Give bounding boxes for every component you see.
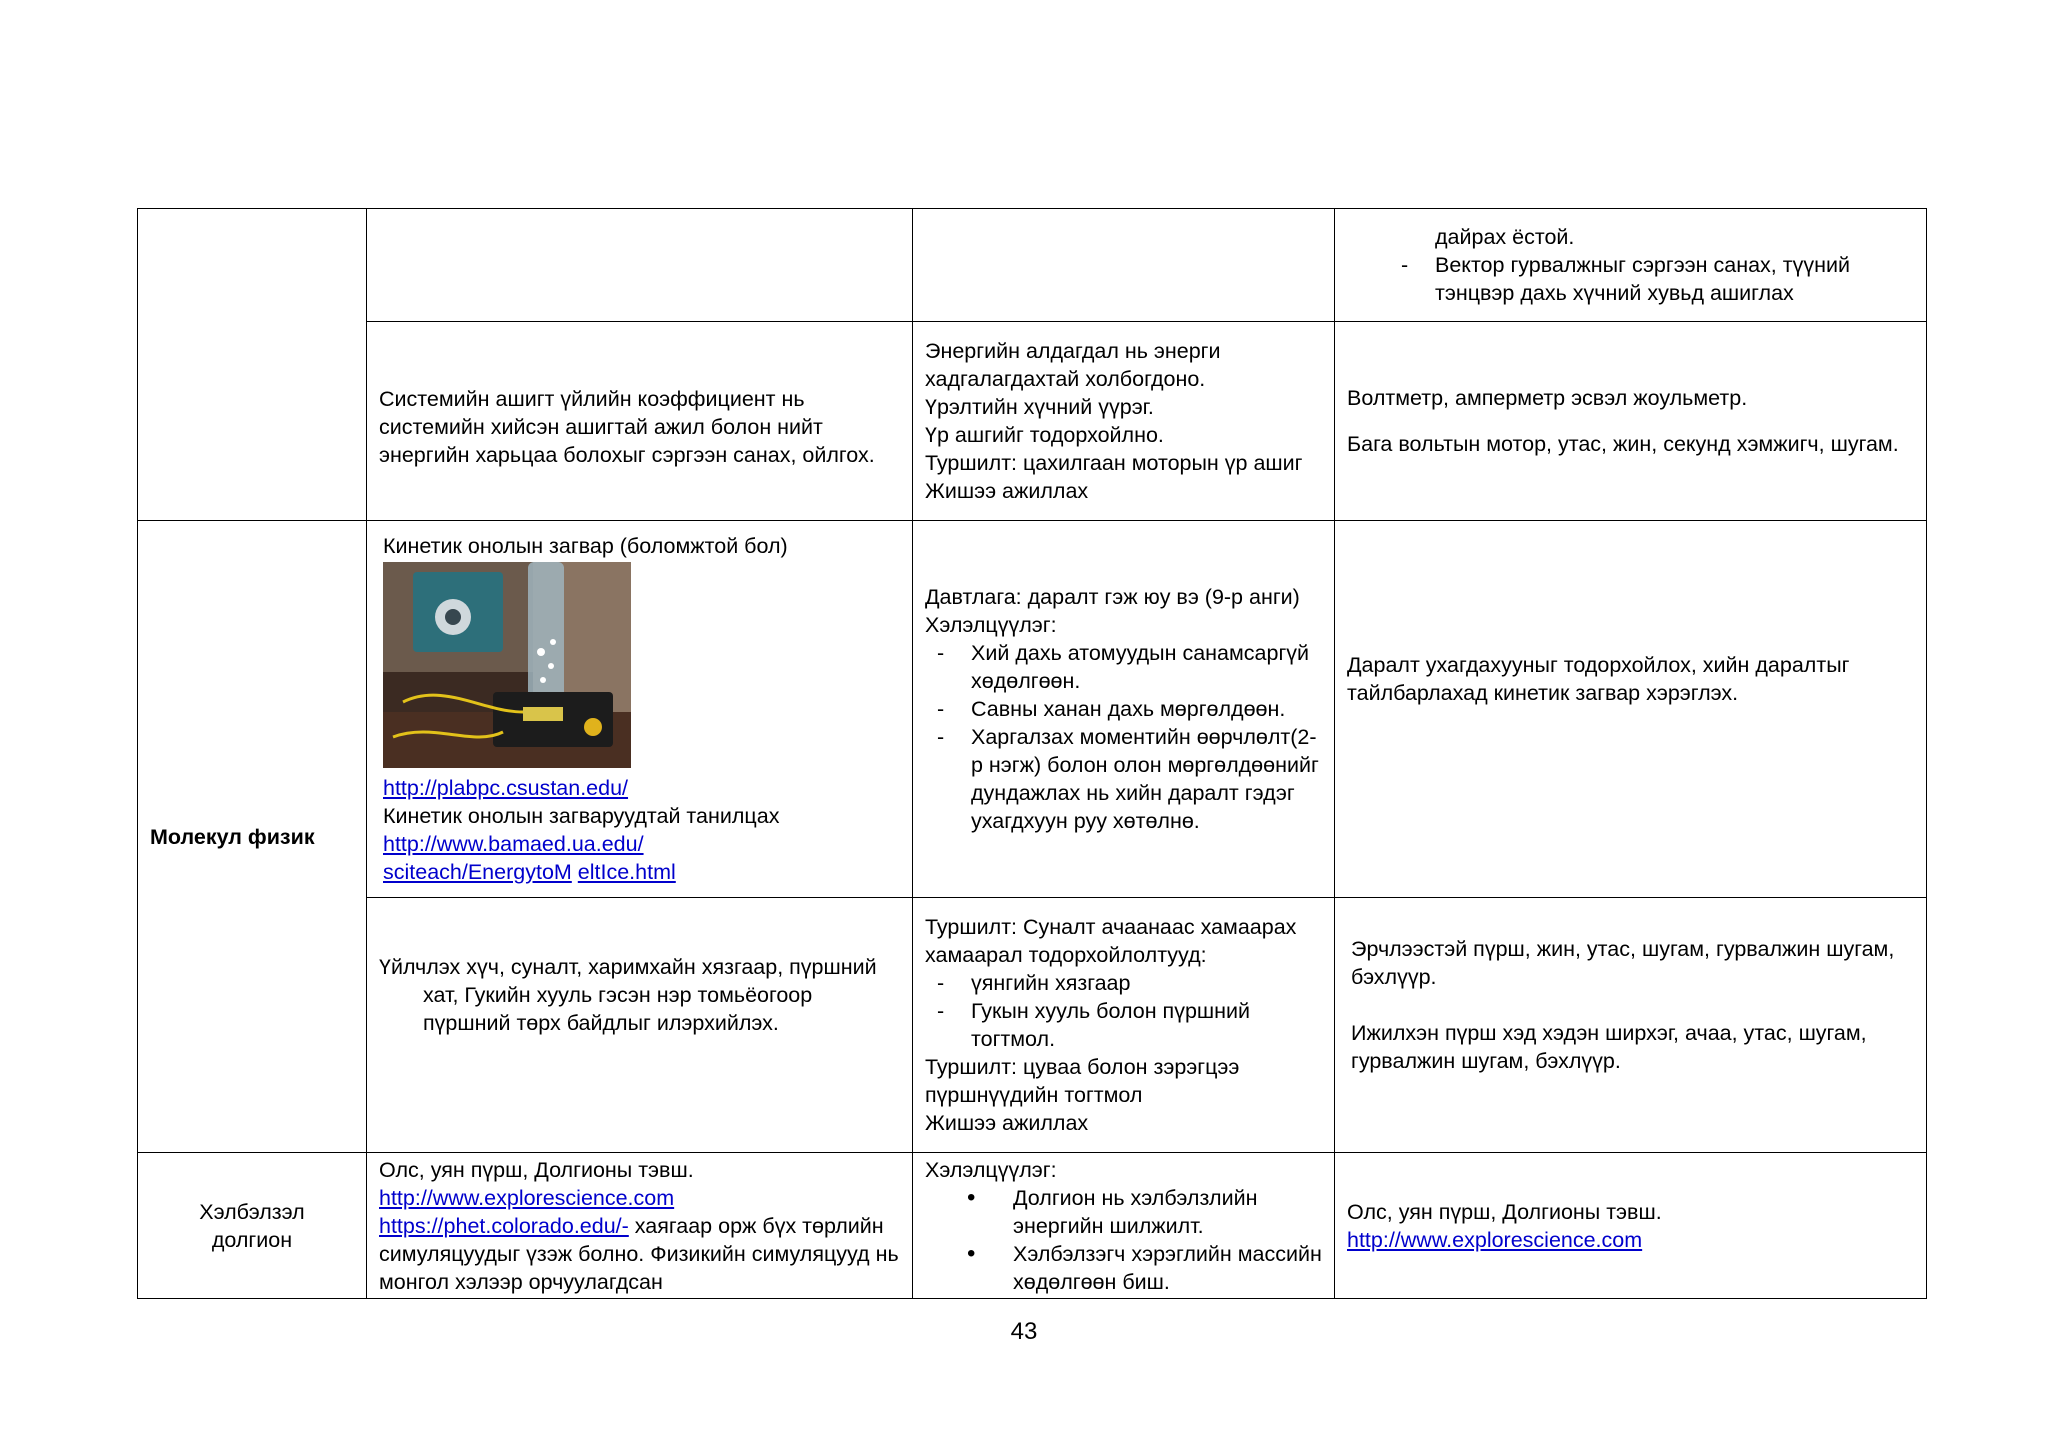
activity-line: Үрэлтийн хүчний үүрэг. bbox=[925, 395, 1154, 419]
kinetic-model-title: Кинетик онолын загвар (боломжтой бол) bbox=[383, 534, 788, 558]
page-number: 43 bbox=[1010, 1318, 1038, 1345]
link-eltice[interactable]: eltIce.html bbox=[577, 860, 676, 884]
list-item: • Долгион нь хэлбэлзлийн энергийн шилжилт. bbox=[925, 1184, 1322, 1240]
activity-line: Хэлэлцүүлэг: bbox=[925, 1157, 1057, 1182]
dash-list bbox=[925, 969, 1322, 1053]
activity-cell bbox=[913, 209, 1335, 322]
list-item: - Харгалзах моментийн өөрчлөлт(2-р нэгж) болон олон мөргөлдөөнийг дундажлах нь хийн даралт гэдэг ухагдхуун руу хөтөлнө. bbox=[925, 723, 1322, 835]
kinetic-intro-text: Кинетик онолын загваруудтай танилцах bbox=[383, 804, 780, 828]
dash-list bbox=[925, 639, 1322, 835]
activity-line: Жишээ ажиллах bbox=[925, 479, 1089, 503]
objective-cell bbox=[367, 322, 913, 521]
activity-line: Давтлага: даралт гэж юу вэ (9-р анги) bbox=[925, 585, 1300, 609]
activity-line: Туршилт: Суналт ачаанаас хамаарах хамаарал тодорхойлолтууд: bbox=[925, 915, 1297, 967]
topic-title: Хэлбэлзэл долгион bbox=[199, 1199, 305, 1252]
objective-text: Үйлчлэх хүч, суналт, харимхайн хязгаар, пүршний хат, Гукийн хууль гэсэн нэр томьёогоор пүршний төрх байдлыг илэрхийлэх. bbox=[379, 955, 877, 1035]
resource-cell bbox=[1335, 322, 1927, 521]
objective-cell bbox=[367, 1153, 913, 1299]
topic-cell-empty bbox=[138, 209, 367, 521]
table-row bbox=[138, 898, 1927, 1153]
objective-text: Системийн ашигт үйлийн коэффициент нь системийн хийсэн ашигтай ажил болон нийт энергийн харьцаа болохыг сэргээн санах, ойлгох. bbox=[379, 387, 875, 467]
link-plabpc[interactable]: http://plabpc.csustan.edu/ bbox=[383, 776, 629, 800]
resource-cell bbox=[1335, 209, 1927, 322]
activity-line: Үр ашгийг тодорхойлно. bbox=[925, 423, 1164, 447]
list-item: - Гукын хууль болон пүршний тогтмол. bbox=[925, 997, 1322, 1053]
topic-title: Молекул физик bbox=[150, 824, 315, 849]
kinetic-model-photo bbox=[383, 562, 631, 768]
activity-line: Энергийн алдагдал нь энерги хадгалагдахтай холбогдоно. bbox=[925, 339, 1221, 391]
topic-cell-oscillation-waves bbox=[138, 1153, 367, 1299]
link-explorescience-2[interactable]: http://www.explorescience.com bbox=[1347, 1227, 1643, 1252]
resource-text: Бага вольтын мотор, утас, жин, секунд хэмжигч, шугам. bbox=[1347, 432, 1899, 456]
list-item: - Савны ханан дахь мөргөлдөөн. bbox=[925, 695, 1322, 723]
topic-cell-molecular-physics bbox=[138, 521, 367, 1153]
activity-cell bbox=[913, 322, 1335, 521]
resource-text: Даралт ухагдахууныг тодорхойлох, хийн даралтыг тайлбарлахад кинетик загвар хэрэглэх. bbox=[1347, 653, 1850, 705]
activity-line: Жишээ ажиллах bbox=[925, 1111, 1089, 1135]
resource-cell bbox=[1335, 521, 1927, 898]
resource-cell bbox=[1335, 1153, 1927, 1299]
objective-cell bbox=[367, 521, 913, 898]
objective-cell bbox=[367, 898, 913, 1153]
bullet-list bbox=[925, 1184, 1322, 1296]
activity-cell bbox=[913, 1153, 1335, 1299]
phet-description: хаягаар орж бүх төрлийн симуляцуудыг үзэж болно. Физикийн симуляцууд нь монгол хэлээр орчуулагдсан bbox=[379, 1213, 899, 1294]
activity-line: Туршилт: цуваа болон зэрэгцээ пүршнүүдийн тогтмол bbox=[925, 1055, 1240, 1107]
table-row bbox=[138, 1153, 1927, 1299]
resource-text: Волтметр, амперметр эсвэл жоульметр. bbox=[1347, 386, 1748, 410]
table-row bbox=[138, 322, 1927, 521]
activity-line: Хэлэлцүүлэг: bbox=[925, 613, 1057, 637]
link-bamaed[interactable]: http://www.bamaed.ua.edu/ bbox=[383, 832, 644, 856]
objective-text: Олс, уян пүрш, Долгионы тэвш. bbox=[379, 1157, 694, 1182]
resource-cell bbox=[1335, 898, 1927, 1153]
resource-text: Эрчлээстэй пүрш, жин, утас, шугам, гурвалжин шугам, бэхлүүр. bbox=[1351, 937, 1895, 989]
link-explorescience[interactable]: http://www.explorescience.com bbox=[379, 1185, 675, 1210]
activity-cell bbox=[913, 521, 1335, 898]
curriculum-table bbox=[137, 208, 1927, 1299]
resource-text: Олс, уян пүрш, Долгионы тэвш. bbox=[1347, 1199, 1662, 1224]
list-item: • Хэлбэлзэгч хэрэглийн массийн хөдөлгөөн биш. bbox=[925, 1240, 1322, 1296]
dash-list bbox=[1389, 251, 1914, 307]
table-row bbox=[138, 521, 1927, 898]
continued-text: дайрах ёстой. bbox=[1435, 225, 1575, 249]
link-energytom[interactable]: sciteach/EnergytoM bbox=[383, 860, 572, 884]
table-row bbox=[138, 209, 1927, 322]
objective-cell bbox=[367, 209, 913, 322]
activity-cell bbox=[913, 898, 1335, 1153]
list-item: - үянгийн хязгаар bbox=[925, 969, 1322, 997]
activity-line: Туршилт: цахилгаан моторын үр ашиг bbox=[925, 451, 1303, 475]
list-item: - Хий дахь атомуудын санамсаргүй хөдөлгөөн. bbox=[925, 639, 1322, 695]
link-phet[interactable]: https://phet.colorado.edu/- bbox=[379, 1213, 629, 1238]
list-item: - Вектор гурвалжныг сэргээн санах, түүний тэнцвэр дахь хүчний хувьд ашиглах bbox=[1389, 251, 1914, 307]
resource-text: Ижилхэн пүрш хэд хэдэн ширхэг, ачаа, утас, шугам, гурвалжин шугам, бэхлүүр. bbox=[1351, 1021, 1867, 1073]
